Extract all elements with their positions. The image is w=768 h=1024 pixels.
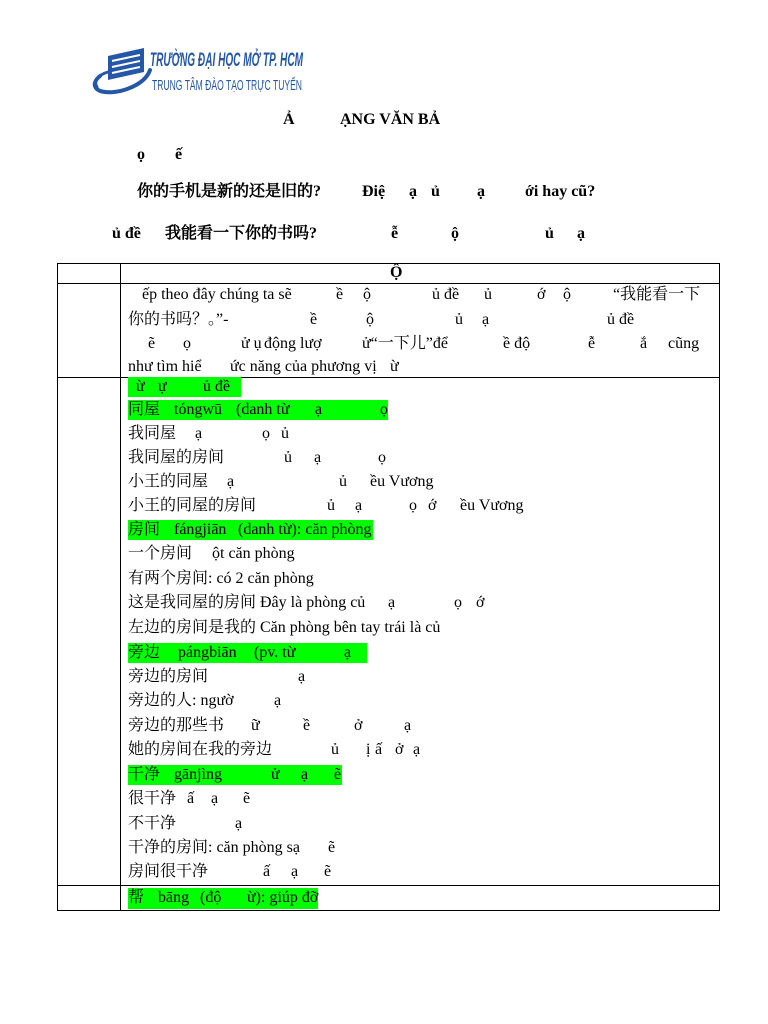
text-fragment: ắ bbox=[640, 335, 648, 352]
text-fragment: ớ bbox=[476, 594, 485, 611]
text-fragment: ủ đề bbox=[203, 378, 231, 395]
pinyin: fángjiān bbox=[174, 521, 227, 538]
text-fragment: 很干净 bbox=[128, 790, 177, 807]
example-line bbox=[0, 619, 768, 637]
text-fragment: ừ bbox=[390, 358, 399, 375]
text-fragment: ự bbox=[158, 378, 167, 395]
text-fragment: ọ bbox=[137, 146, 145, 163]
text-fragment: 小王的同屋 bbox=[128, 473, 209, 490]
chinese-question: 我能看一下你的书吗? bbox=[165, 225, 318, 242]
text-fragment: ạ bbox=[315, 401, 323, 418]
vocab-heading-line bbox=[0, 378, 768, 396]
text-fragment: ạ bbox=[301, 766, 309, 783]
text-fragment: Điệ bbox=[362, 183, 386, 200]
text-fragment: (danh từ bbox=[236, 401, 290, 418]
text-fragment: ớ bbox=[537, 286, 546, 303]
text-fragment: 不干净 bbox=[128, 815, 177, 832]
document-title bbox=[0, 111, 768, 129]
text-fragment: ạ bbox=[482, 311, 490, 328]
text-fragment: 这是我同屋的房间 Đây là phòng củ bbox=[128, 594, 366, 611]
text-fragment: ế bbox=[175, 146, 183, 163]
example-line bbox=[0, 692, 768, 710]
text-fragment: ừ): giúp đỡ bbox=[247, 889, 319, 906]
text-fragment: ới hay cũ? bbox=[525, 183, 596, 200]
vocab-term-line bbox=[0, 889, 768, 907]
text-fragment: ộ bbox=[563, 286, 571, 303]
text-fragment: ủ bbox=[281, 425, 289, 442]
chinese-term: 干净 bbox=[128, 766, 161, 783]
text-fragment: ừ bbox=[136, 378, 145, 395]
text-fragment: ọ bbox=[454, 594, 462, 611]
text-fragment: (danh từ): căn phòng bbox=[238, 521, 372, 538]
chinese-term: 房间 bbox=[128, 521, 161, 538]
text-fragment: ọ bbox=[378, 449, 386, 466]
example-line bbox=[0, 425, 768, 443]
example-line bbox=[0, 790, 768, 808]
text-fragment: ấ bbox=[263, 863, 271, 880]
title-fragment: Ả bbox=[283, 111, 295, 128]
text-fragment: ễ bbox=[588, 335, 596, 352]
intro-line bbox=[0, 146, 768, 164]
text-fragment: ủ bbox=[484, 286, 492, 303]
text-fragment: ẽ bbox=[334, 766, 342, 783]
text-fragment: ạ bbox=[477, 183, 485, 200]
example-line bbox=[0, 741, 768, 759]
text-fragment: ề bbox=[310, 311, 318, 328]
text-fragment: ữ bbox=[251, 717, 260, 734]
text-fragment: ị bbox=[366, 741, 371, 758]
text-fragment: “我能看一下 bbox=[613, 286, 701, 303]
text-fragment: ử ụ bbox=[241, 335, 262, 352]
example-line bbox=[0, 717, 768, 735]
example-line bbox=[0, 815, 768, 833]
text-fragment: ẽ bbox=[148, 335, 156, 352]
text-fragment: ủ bbox=[327, 497, 335, 514]
text-fragment: ớ bbox=[428, 497, 437, 514]
text-fragment: ọ bbox=[409, 497, 417, 514]
chinese-term: 旁边 bbox=[128, 644, 161, 661]
open-book-logo-icon bbox=[88, 42, 152, 100]
pinyin: pángbiān bbox=[178, 644, 237, 661]
text-fragment: như tìm hiể bbox=[128, 358, 202, 375]
text-fragment: ủ đề bbox=[112, 225, 141, 242]
text-fragment: ạ bbox=[291, 863, 299, 880]
text-fragment: ạ bbox=[344, 644, 352, 661]
text-fragment: ấ bbox=[187, 790, 195, 807]
text-fragment: (pv. từ bbox=[254, 644, 296, 661]
text-fragment: 房间很干净 bbox=[128, 863, 209, 880]
text-fragment: ột căn phòng bbox=[212, 545, 295, 562]
text-fragment: ấ bbox=[375, 741, 383, 758]
text-fragment: ủ bbox=[545, 225, 554, 242]
vocab-term-line bbox=[0, 401, 768, 419]
text-fragment: ộ bbox=[363, 286, 371, 303]
text-fragment: ộ bbox=[366, 311, 374, 328]
text-fragment: ạ bbox=[298, 668, 306, 685]
text-fragment: 我同屋的房间 bbox=[128, 449, 225, 466]
text-fragment: ều Vương bbox=[460, 497, 524, 514]
explanation-line bbox=[0, 358, 768, 376]
text-fragment: ủ đề bbox=[432, 286, 460, 303]
vocab-term-line bbox=[0, 521, 768, 539]
text-fragment: ẽ bbox=[324, 863, 332, 880]
example-line bbox=[0, 545, 768, 563]
text-fragment: ạ bbox=[195, 425, 203, 442]
text-fragment: ề bbox=[336, 286, 344, 303]
text-fragment: ạ bbox=[314, 449, 322, 466]
text-fragment: ẽ bbox=[243, 790, 251, 807]
text-fragment: ạ bbox=[211, 790, 219, 807]
text-fragment: 小王的同屋的房间 bbox=[128, 497, 257, 514]
logo-text-block bbox=[148, 44, 439, 96]
text-fragment: ọ bbox=[183, 335, 191, 352]
text-fragment: 旁边的那些书 bbox=[128, 717, 225, 734]
text-fragment: ử bbox=[271, 766, 280, 783]
text-fragment: ếp theo đây chúng ta sẽ bbox=[142, 286, 292, 303]
logo-center-name: TRUNG TÂM ĐÀO TẠO TRỰC TUYẾN bbox=[152, 77, 302, 94]
pinyin: bāng bbox=[158, 889, 190, 906]
vocab-term-line bbox=[0, 766, 768, 784]
text-fragment: 旁边的房间 bbox=[128, 668, 209, 685]
text-fragment: ủ bbox=[284, 449, 292, 466]
row-divider bbox=[57, 283, 720, 284]
text-fragment: 干净的房间: căn phòng sạ bbox=[128, 839, 300, 856]
text-fragment: 有两个房间: có 2 căn phòng bbox=[128, 570, 314, 587]
intro-topic-line bbox=[0, 225, 768, 243]
text-fragment: ủ đề bbox=[607, 311, 635, 328]
text-fragment: ủ bbox=[455, 311, 463, 328]
text-fragment: ạ bbox=[235, 815, 243, 832]
text-fragment: ều Vương bbox=[370, 473, 434, 490]
explanation-line bbox=[0, 311, 768, 329]
logo-university-name: TRƯỜNG ĐẠI HỌC MỞ TP. HCM bbox=[150, 50, 439, 71]
text-fragment: (độ bbox=[200, 889, 222, 906]
text-fragment: 你的书吗？。”- bbox=[128, 311, 229, 328]
text-fragment: ủ bbox=[339, 473, 347, 490]
explanation-line bbox=[0, 286, 768, 304]
text-fragment: ạ bbox=[404, 717, 412, 734]
text-fragment: 我同屋 bbox=[128, 425, 177, 442]
example-line bbox=[0, 497, 768, 515]
table-header-row bbox=[0, 264, 768, 282]
text-fragment: ủ bbox=[431, 183, 440, 200]
pinyin: tóngwū bbox=[174, 401, 222, 418]
chinese-term: 帮 bbox=[128, 889, 145, 906]
text-fragment: ề bbox=[303, 717, 311, 734]
vocab-term-line bbox=[0, 644, 768, 662]
row-divider bbox=[57, 885, 720, 886]
text-fragment: ạ bbox=[409, 183, 417, 200]
text-fragment: ạ bbox=[274, 692, 282, 709]
explanation-line bbox=[0, 335, 768, 353]
text-fragment: ức năng của phương vị bbox=[230, 358, 377, 375]
example-line bbox=[0, 473, 768, 491]
text-fragment: ọ bbox=[262, 425, 270, 442]
text-fragment: 左边的房间是我的 Căn phòng bên tay trái là củ bbox=[128, 619, 441, 636]
title-fragment: ẠNG VĂN BẢ bbox=[340, 111, 441, 128]
text-fragment: ộ bbox=[451, 225, 459, 242]
text-fragment: ễ bbox=[391, 225, 399, 242]
text-fragment: ề độ bbox=[503, 335, 531, 352]
text-fragment: ẽ bbox=[328, 839, 336, 856]
text-fragment: ử“一下儿”để bbox=[362, 335, 448, 352]
example-line bbox=[0, 668, 768, 686]
text-fragment: ạ bbox=[413, 741, 421, 758]
example-line bbox=[0, 863, 768, 881]
text-fragment: ạ bbox=[227, 473, 235, 490]
chinese-question: 你的手机是新的还是旧的? bbox=[137, 183, 322, 200]
intro-question-line bbox=[0, 183, 768, 201]
text-fragment: 她的房间在我的旁边 bbox=[128, 741, 273, 758]
text-fragment: ủ bbox=[331, 741, 339, 758]
text-fragment: ở bbox=[395, 741, 404, 758]
pinyin: gānjìng bbox=[174, 766, 222, 783]
example-line bbox=[0, 449, 768, 467]
example-line bbox=[0, 594, 768, 612]
text-fragment: 旁边的人: ngườ bbox=[128, 692, 234, 709]
text-fragment: động lượ bbox=[264, 335, 322, 352]
text-fragment: ạ bbox=[388, 594, 396, 611]
text-fragment: ở bbox=[354, 717, 363, 734]
text-fragment: ọ bbox=[380, 401, 388, 418]
chinese-term: 同屋 bbox=[128, 401, 161, 418]
text-fragment: 一个房间 bbox=[128, 545, 193, 562]
text-fragment: ạ bbox=[355, 497, 363, 514]
example-line bbox=[0, 570, 768, 588]
table-header-label: Ộ bbox=[390, 264, 403, 281]
example-line bbox=[0, 839, 768, 857]
text-fragment: cũng bbox=[668, 335, 700, 352]
text-fragment: ạ bbox=[577, 225, 585, 242]
